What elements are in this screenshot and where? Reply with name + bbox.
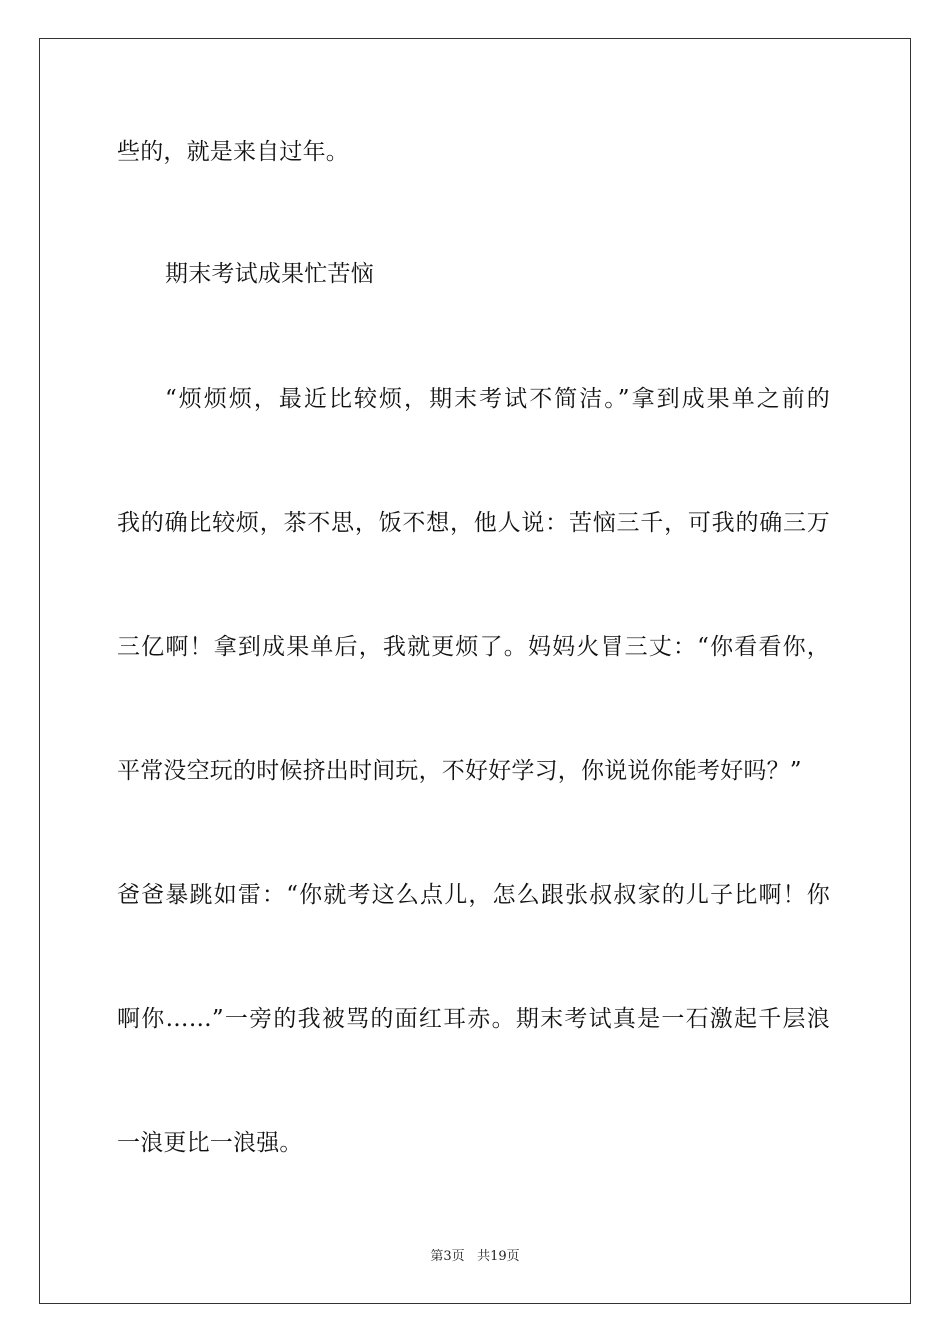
text-line-4: 我的确比较烦，茶不思，饭不想，他人说：苦恼三千，可我的确三万	[117, 510, 830, 536]
text-line-5: 三亿啊！拿到成果单后，我就更烦了。妈妈火冒三丈：“你看看你，	[117, 634, 830, 660]
text-line-6: 平常没空玩的时候挤出时间玩，不好好学习，你说说你能考好吗？”	[117, 758, 802, 784]
text-line-1: 些的，就是来自过年。	[117, 139, 349, 165]
text-line-3: “烦烦烦，最近比较烦，期末考试不简洁。”拿到成果单之前的	[165, 386, 830, 412]
page-border	[39, 38, 911, 1304]
text-line-9: 一浪更比一浪强。	[117, 1130, 303, 1156]
page-footer	[0, 1248, 950, 1266]
section-heading: 期末考试成果忙苦恼	[165, 261, 374, 287]
page-number: 第3页	[430, 1249, 465, 1264]
text-line-8: 啊你……”一旁的我被骂的面红耳赤。期末考试真是一石激起千层浪	[117, 1006, 830, 1032]
text-line-7: 爸爸暴跳如雷：“你就考这么点儿，怎么跟张叔叔家的儿子比啊！你	[117, 882, 830, 908]
page-total: 共19页	[477, 1249, 520, 1264]
